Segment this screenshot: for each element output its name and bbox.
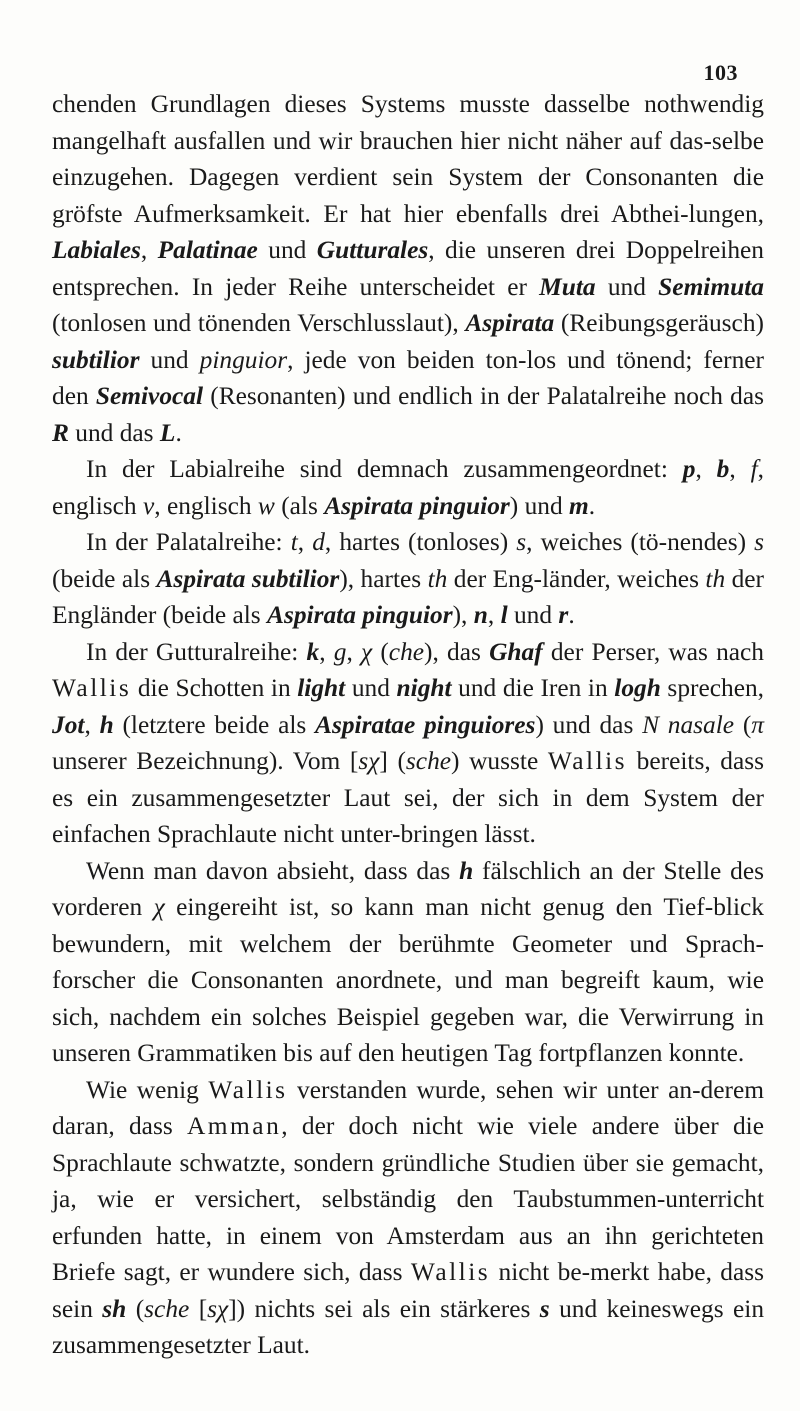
emphasized-text: logh [614,674,661,702]
text-run: die Schotten in [131,674,298,702]
text-run: ]) nichts sei als ein stärkeres [228,1294,540,1323]
emphasized-text: subtilior [52,345,140,374]
emphasized-text: Palatinae [157,236,258,264]
emphasized-text: Amman [186,1112,282,1140]
emphasized-text: s [754,528,765,556]
text-run: ( [372,637,389,666]
text-run: Wie wenig [86,1075,209,1104]
emphasized-text: L [159,418,176,447]
emphasized-text: sh [102,1294,127,1323]
emphasized-text: p [682,455,696,483]
text-run: , die unseren drei Doppelreihen entsprechen. In jeder Reihe unterscheidet er [52,236,764,301]
text-run: und [257,236,317,264]
text-run: In der Labialreihe sind demnach zusammengeordnet: [86,455,683,483]
emphasized-text: π [751,710,765,739]
text-run: (beide als [52,564,157,593]
emphasized-text: Semimuta [658,272,764,301]
paragraph [52,634,764,853]
emphasized-text: v [142,491,155,520]
text-run: , [346,637,361,666]
text-run: , englisch [52,455,764,520]
emphasized-text: N nasale [642,710,735,739]
emphasized-text: th [427,564,448,593]
emphasized-text: w [257,491,275,520]
text-run: (als [274,491,325,520]
text-run: , jede von beiden ton-los und tönend; ferner den [52,345,764,410]
emphasized-text: f [750,455,758,483]
text-run: (Reibungsgeräusch) [554,309,764,337]
paragraph [52,853,764,1072]
emphasized-text: g [333,637,347,666]
text-run: nicht be-merkt habe, dass sein [52,1258,764,1323]
text-run: ) und [509,491,570,520]
text-run: eingereiht ist, so kann man nicht genug den Tief-blick bewundern, mit welchem der berühmte Geometer und Sprach-forscher die Consonanten anordnete, und man begreift kaum, wie sich, nachdem ein solches Beispiel gegeben war, die Verwirrung in unseren Grammatiken bis auf den heutigen Tag fortpflanzen konnte. [52,893,764,1067]
text-run: der Eng-länder, weiches [447,564,706,593]
text-run: , englisch [154,491,258,520]
emphasized-text: night [396,674,452,702]
emphasized-text: h [459,856,474,885]
emphasized-text: Wallis [52,674,132,702]
emphasized-text: Semivocal [95,382,204,410]
emphasized-text: sche [405,747,452,775]
paragraph [52,86,764,451]
text-run: In der Palatalreihe: [86,528,291,556]
text-run: , hartes (tonloses) [324,528,517,556]
emphasized-text: sche [144,1294,190,1323]
text-run: und keineswegs ein zusammengesetzter Laut. [52,1294,765,1359]
text-run: , [487,601,501,629]
text-run: und [507,601,559,629]
emphasized-text: th [705,564,726,593]
emphasized-text: sχ [358,747,380,775]
emphasized-text: n [473,601,488,629]
text-run: fälschlich an der Stelle des vorderen [52,856,764,921]
text-run: . [568,601,575,629]
text-run: der Perser, was nach [542,637,764,666]
body-text [52,86,764,1364]
emphasized-text: Muta [539,272,596,301]
text-run: [ [189,1294,208,1323]
emphasized-text: light [297,674,346,702]
emphasized-text: k [306,637,320,666]
text-run: , [297,528,313,556]
emphasized-text: Ghaf [489,637,543,666]
text-run: Wenn man davon absieht, dass das [86,856,460,885]
paragraph [52,451,764,524]
page-number: 103 [703,60,738,85]
text-run: unserer Bezeichnung). Vom [ [52,747,359,775]
emphasized-text: Wallis [208,1075,288,1104]
emphasized-text: Aspirata [465,309,555,337]
emphasized-text: χ [360,637,373,666]
text-run: , der doch nicht wie viele andere über die Sprachlaute schwatzte, sondern gründliche Studien über sie gemacht, ja, wie er versichert, selbständig den Taubstummen-unterricht erfunden hatte, in einem von Amsterdam aus an ihn gerichteten Briefe sagt, er wundere sich, dass [52,1112,764,1286]
text-run: bereits, dass es ein zusammengesetzter Laut sei, der sich in dem System der einfachen Sprachlaute nicht unter-bringen lässt. [52,747,764,848]
emphasized-text: s [516,528,527,556]
emphasized-text: χ [153,893,165,921]
text-run: ( [126,1294,145,1323]
emphasized-text: Aspirata pinguior [267,601,453,629]
emphasized-text: d [312,528,325,556]
text-run: , [84,710,100,739]
text-run: und [345,674,397,702]
text-run: In der Gutturalreihe: [86,637,307,666]
emphasized-text: b [716,455,730,483]
text-run: ), hartes [339,564,428,593]
text-run: , [319,637,334,666]
emphasized-text: Labiales [52,236,141,264]
text-run: und die Iren in [451,674,615,702]
text-run: (letztere beide als [113,710,316,739]
text-run: , weiches (tö-nendes) [526,528,755,556]
text-run: ), das [424,637,490,666]
emphasized-text: Aspirata subtilior [156,564,340,593]
text-run: , [729,455,751,483]
text-run: , [695,455,717,483]
emphasized-text: sχ [207,1294,229,1323]
emphasized-text: Wallis [547,747,628,775]
text-run: der Engländer (beide als [52,564,764,629]
text-run: , [140,236,158,264]
text-run: und das [68,418,160,447]
emphasized-text: l [500,601,508,629]
emphasized-text: Gutturales [316,236,429,264]
text-run: chenden Grundlagen dieses Systems musste dasselbe nothwendig mangelhaft ausfallen und wir brauchen hier nicht näher auf das-selbe einzugehen. Dagegen verdient sein System der Consonanten die gröfste Aufmerksamkeit. Er hat hier ebenfalls drei Abthei-lungen, [52,90,764,228]
emphasized-text: Wallis [410,1258,491,1286]
emphasized-text: s [539,1294,550,1323]
emphasized-text: Aspiratae pinguiores [315,710,536,739]
emphasized-text: r [558,601,569,629]
emphasized-text: Aspirata pinguior [324,491,510,520]
text-run: sprechen, [660,674,765,702]
text-run: ), [452,601,474,629]
emphasized-text: pinguior [199,345,288,374]
text-run: . [175,418,182,447]
text-run: verstanden wurde, sehen wir unter an-derem daran, dass [52,1075,764,1140]
emphasized-text: m [569,491,589,520]
text-run: und [139,345,200,374]
emphasized-text: t [290,528,298,556]
text-run: (tonlosen und tönenden Verschlusslaut), [52,309,466,337]
emphasized-text: h [99,710,114,739]
emphasized-text: Jot [52,710,85,739]
emphasized-text: che [388,637,425,666]
emphasized-text: R [52,418,69,447]
paragraph [52,1072,764,1364]
text-run: ) wusste [451,747,548,775]
text-run: . [588,491,596,520]
text-run: ) und das [535,710,643,739]
text-run: ] ( [379,747,406,775]
text-run: und [595,272,659,301]
paragraph [52,524,764,634]
text-run: (Resonanten) und endlich in der Palatalreihe noch das [203,382,764,410]
text-run: ( [734,710,752,739]
